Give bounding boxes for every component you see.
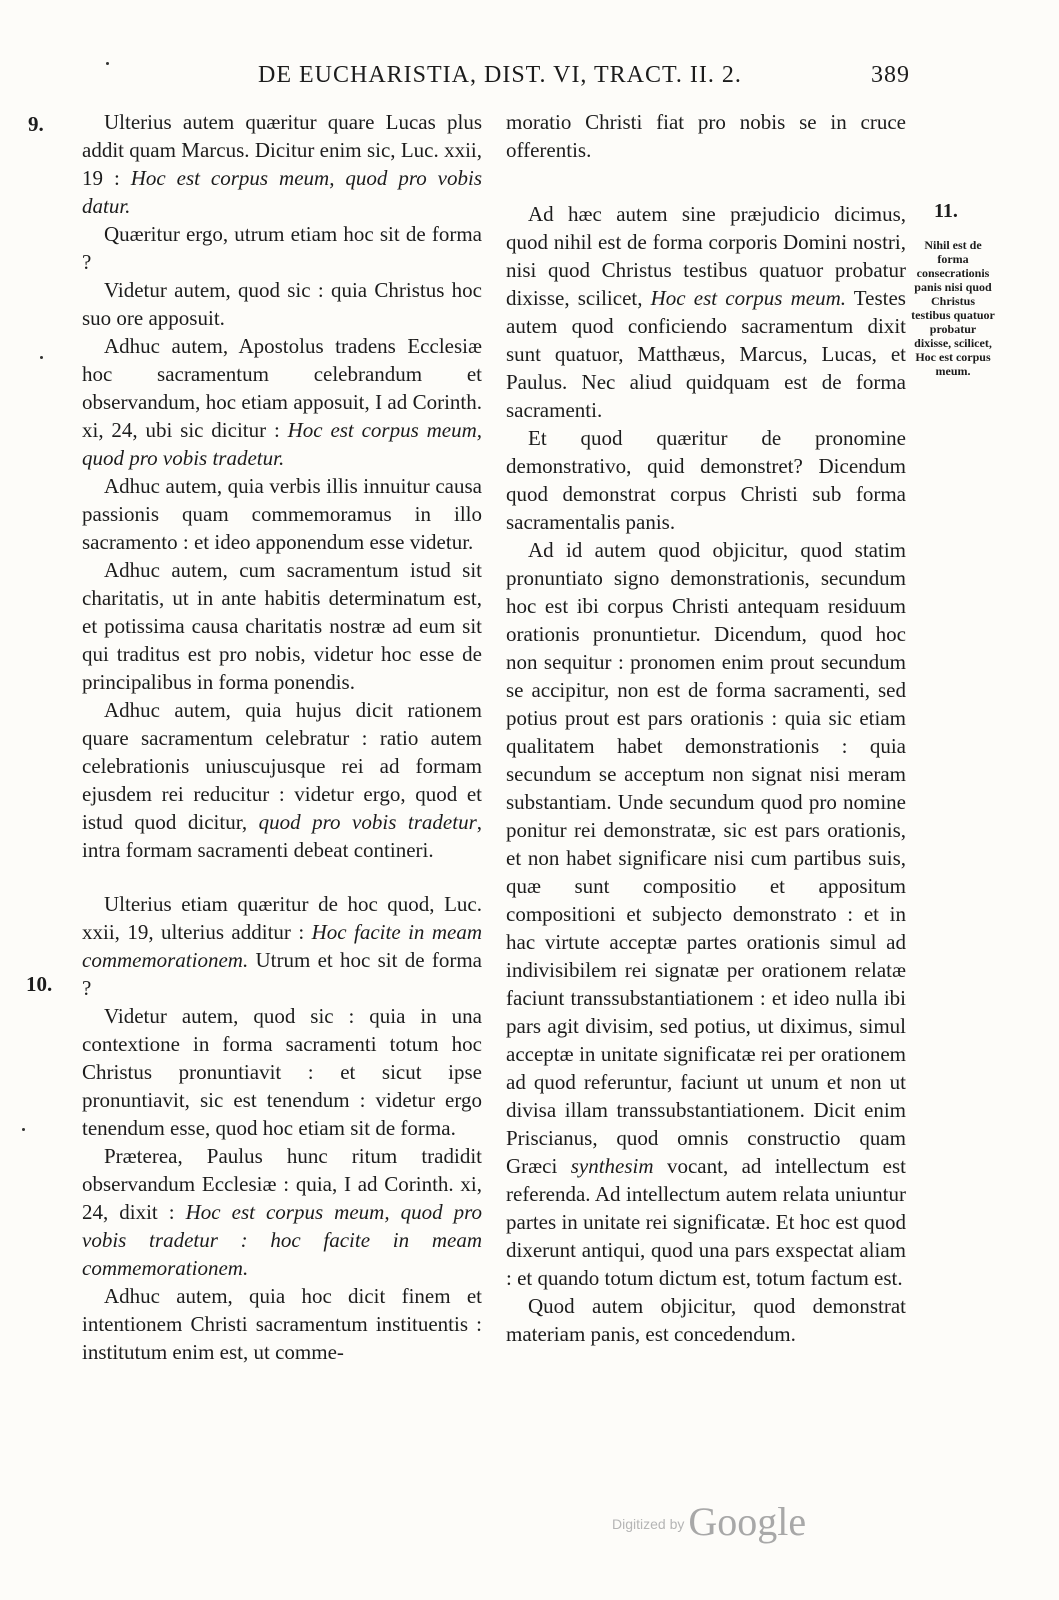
section-number-9: 9. — [28, 112, 44, 136]
quotation: quod pro vobis tradetur — [258, 810, 477, 834]
ink-speck — [40, 356, 43, 359]
paragraph: Adhuc autem, cum sacramentum istud sit charitatis, ut in ante habitis determinatum est, et potissima causa charitatis nostræ ad eum sit qui traditus est pro nobis, videtur hoc esse de principalibus in forma ponendis. — [82, 558, 482, 694]
running-title: DE EUCHARISTIA, DIST. VI, TRACT. II. 2. — [258, 62, 742, 88]
section-number-11: 11. — [934, 200, 958, 222]
quotation: synthesim — [570, 1154, 654, 1178]
paragraph — [82, 890, 482, 1002]
running-header — [80, 62, 910, 98]
left-column — [82, 108, 482, 1366]
right-column — [506, 108, 906, 1348]
paragraph — [506, 200, 906, 424]
paragraph-text: Utrum et hoc sit de forma ? — [82, 948, 482, 1000]
paragraph — [82, 1142, 482, 1282]
ink-speck — [22, 1128, 25, 1131]
paragraph-text: Adhuc autem, quia hujus dicit rationem quare sacramentum celebratur : ratio autem celebrationis uniuscujusque rei ad formam ejusdem rei reducitur : videtur ergo, quod et istud quod dicitur, — [82, 698, 482, 834]
paragraph-text: Adhuc autem, Apostolus tradens Ecclesiæ hoc sacramentum celebrandum et observandum, hoc etiam apposuit, I ad Corinth. xi, 24, ubi sic dicitur : — [82, 334, 482, 442]
paragraph-text: vocant, ad intellectum est referenda. Ad intellectum autem relata uniuntur partes in unitate rei significatæ. Et hoc est quod dixerunt antiqui, quod una pars exspectat aliam : et quando totum dictum est, totum factum est. — [506, 1154, 907, 1290]
google-watermark — [612, 1498, 806, 1545]
paragraph-text: Ad hæc autem sine præjudicio dicimus, quod nihil est de forma corporis Domini nostri, nisi quod Christus testibus quatuor probatur dixisse, scilicet, — [506, 202, 906, 310]
paragraph-text: Ad id autem quod objicitur, quod statim pronuntiato signo demonstrationis, secundum hoc est ibi corpus Christi antequam residuum orationis pronuntietur. Dicendum, quod hoc non sequitur : pronomen enim prout secundum se accipitur, non est de forma sacramenti, sed potius prout est pars orationis : quia sic etiam qualitatem habet demonstrationis : quia secundum se acceptum non signat nisi meram substantiam. Unde secundum quod pro nomine ponitur rei demonstratæ, sic est pars orationis, et non habet significare nisi cum partibus suis, quæ sunt compositio et appositum compositioni et subjecto demonstrato : et in hac virtute acceptæ partes orationis simul ad indivisibilem rei signatæ per orationem relatæ faciunt transsubstantiationem : et ideo nulla ibi pars agit divisim, sed potius, ut diximus, simul acceptæ in unitate significatæ rei per orationem ad quod referuntur, faciunt ut unum et non ut divisa illam transsubstantiationem. Dicit enim Priscianus, quod omnis constructio quam Græci — [506, 538, 906, 1178]
paragraph-text: Præterea, Paulus hunc ritum tradidit observandum Ecclesiæ : quia, I ad Corinth. xi, 24, dixit : — [82, 1144, 482, 1224]
paragraph-text: Testes autem quod conficiendo sacramentum dixit sunt quatuor, Matthæus, Marcus, Lucas, et Paulus. Nec aliud quidquam est de forma sacramenti. — [506, 286, 906, 422]
google-logo: Google — [688, 1499, 807, 1544]
section-number-10: 10. — [26, 972, 53, 996]
paragraph: Et quod quæritur de pronomine demonstrativo, quid demonstret? Dicendum quod demonstrat corpus Christi sub forma sacramentalis panis. — [506, 426, 906, 534]
paragraph: Adhuc autem, quia verbis illis innuitur causa passionis quam commemoramus in illo sacramento : et ideo apponendum esse videtur. — [82, 474, 482, 554]
page-number: 389 — [871, 62, 910, 88]
paragraph — [506, 536, 906, 1292]
paragraph: Quæritur ergo, utrum etiam hoc sit de forma ? — [82, 222, 482, 274]
quotation: Hoc est corpus meum, quod pro vobis tradetur : hoc facite in meam commemorationem. — [82, 1200, 482, 1280]
paragraph — [82, 108, 482, 220]
paragraph — [82, 332, 482, 472]
quotation: Hoc facite in meam commemorationem. — [82, 920, 482, 972]
paragraph: Videtur autem, quod sic : quia in una contextione in forma sacramenti totum hoc Christus pronuntiavit : et sicut ipse pronuntiavit, sic est tenendum : videtur ergo tenendum esse, quod hoc etiam sit de forma. — [82, 1004, 482, 1140]
quotation: Hoc est corpus meum. — [650, 286, 847, 310]
paragraph-text: , intra formam sacramenti debeat contineri. — [82, 810, 482, 862]
paragraph: Videtur autem, quod sic : quia Christus hoc suo ore apposuit. — [82, 278, 482, 330]
margin-note — [910, 200, 996, 378]
paragraph-text: Ulterius etiam quæritur de hoc quod, Luc. xxii, 19, ulterius additur : — [82, 892, 482, 944]
margin-note-text: Nihil est de forma consecrationis panis nisi quod Christus testibus quatuor probatur dixisse, scilicet, Hoc est corpus meum. — [911, 238, 995, 378]
quotation: Hoc est corpus meum, quod pro vobis tradetur. — [82, 418, 482, 470]
paragraph — [82, 696, 482, 864]
paragraph: Quod autem objicitur, quod demonstrat materiam panis, est concedendum. — [506, 1294, 906, 1346]
paragraph: Adhuc autem, quia hoc dicit finem et intentionem Christi sacramentum instituentis : institutum enim est, ut comme- — [82, 1284, 482, 1364]
ink-speck — [106, 62, 109, 65]
quotation: Hoc est corpus meum, quod pro vobis datur. — [82, 166, 482, 218]
paragraph: moratio Christi fiat pro nobis se in cruce offerentis. — [506, 110, 906, 162]
digitized-label: Digitized by — [612, 1516, 685, 1532]
paragraph-text: Ulterius autem quæritur quare Lucas plus addit quam Marcus. Dicitur enim sic, Luc. xxii, 19 : — [82, 110, 482, 190]
